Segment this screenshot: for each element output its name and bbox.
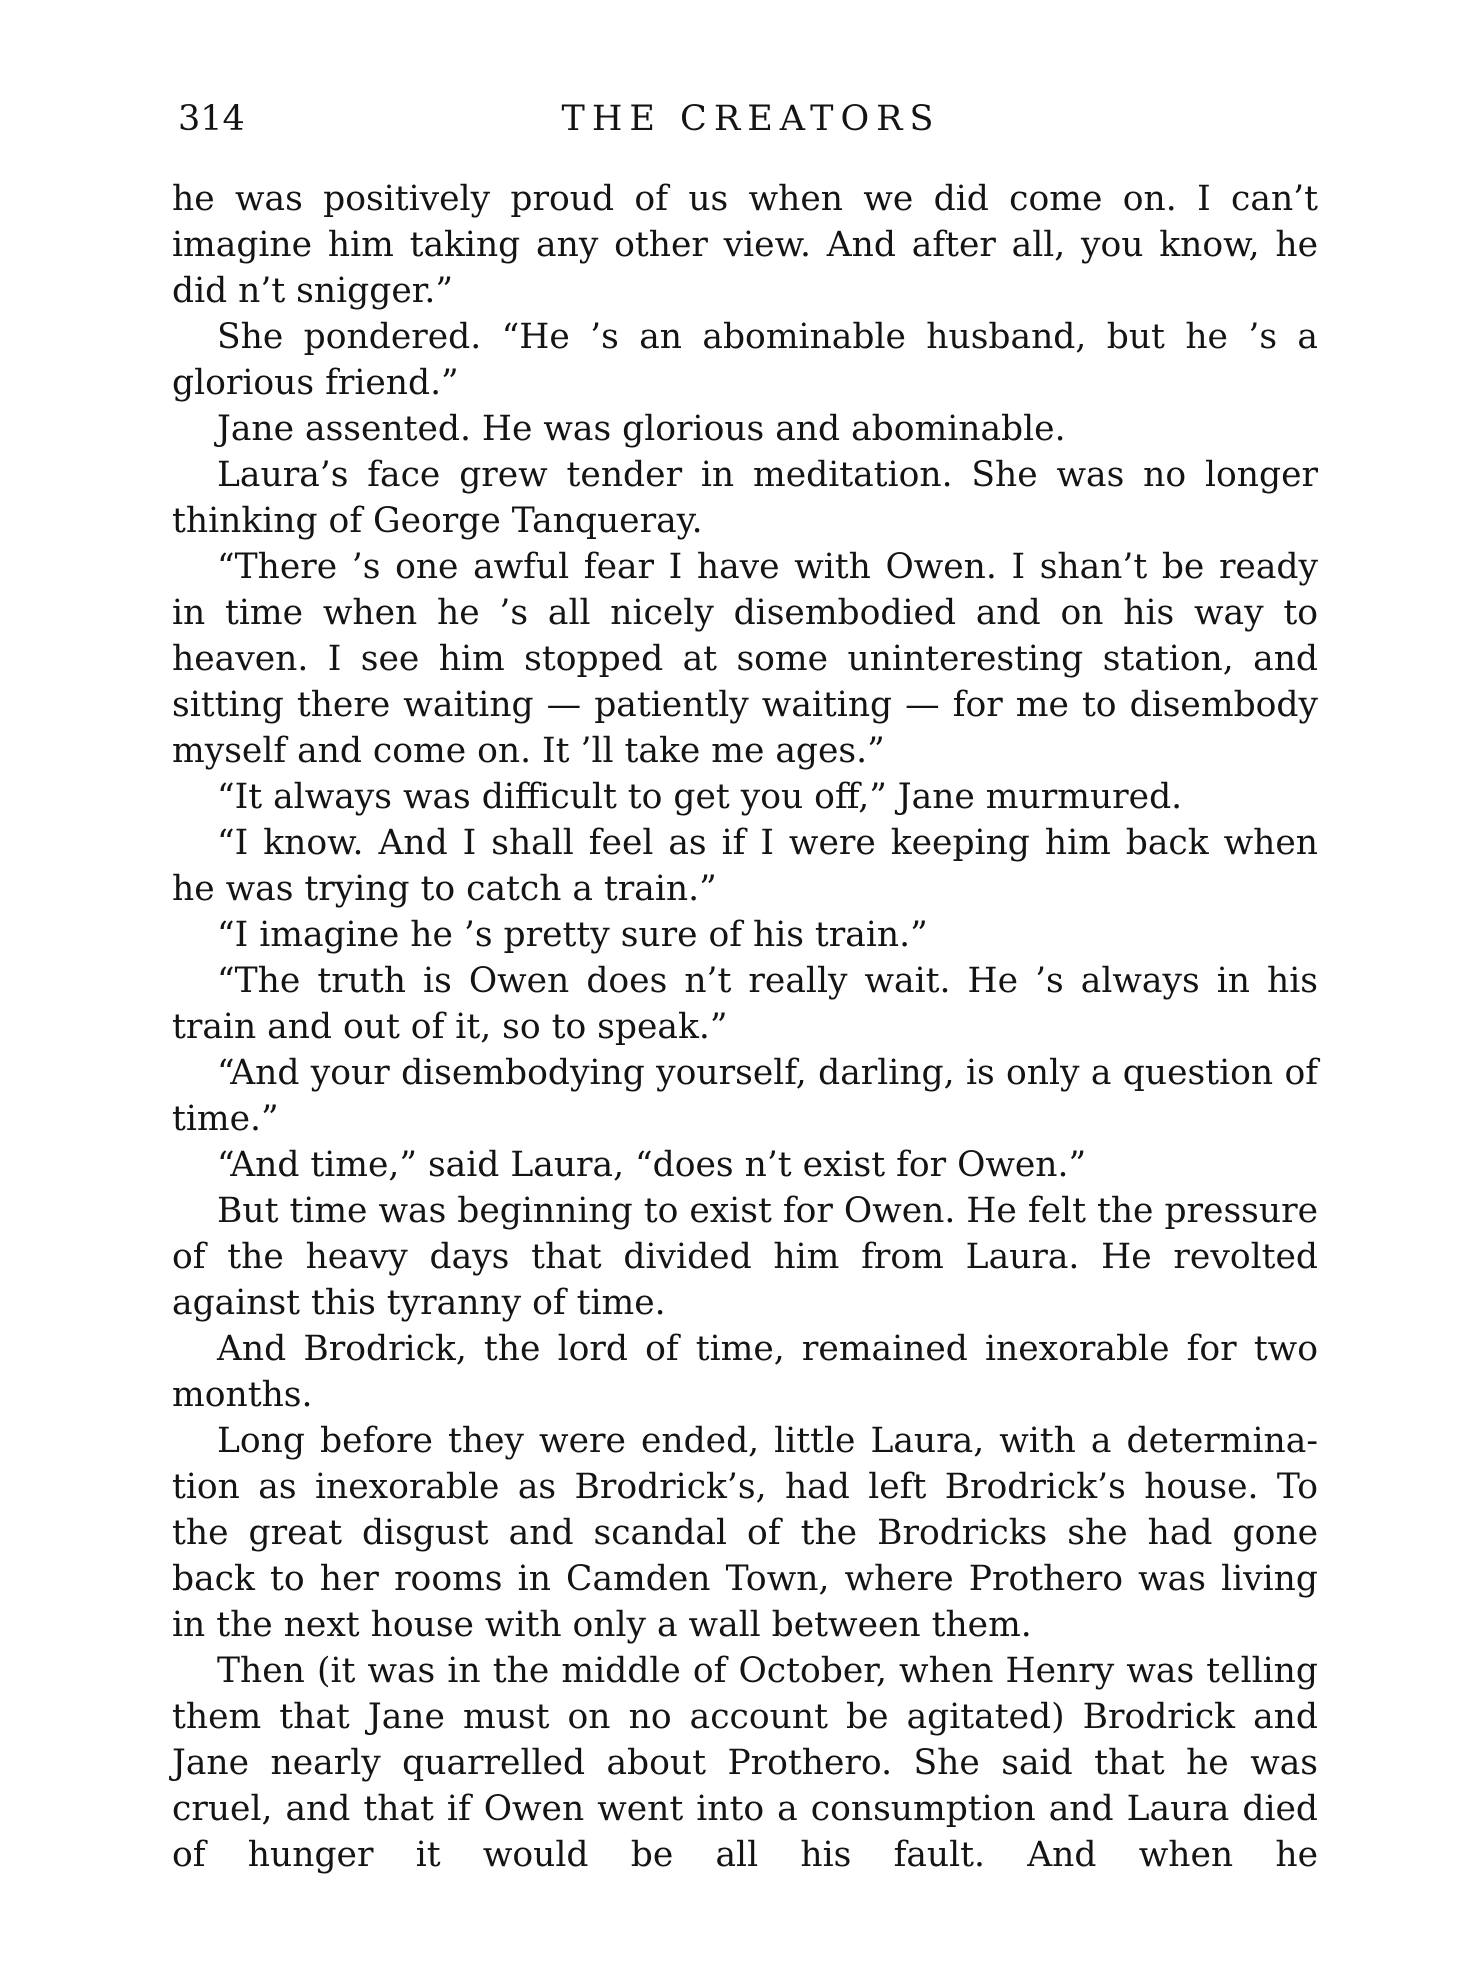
paragraph: Laura’s face grew tender in meditation. She was no longer thinking of George Tanqueray. — [172, 455, 1318, 541]
paragraph: She pondered. “He ’s an abominable husband, but he ’s a glorious friend.” — [172, 317, 1318, 403]
body-text — [172, 176, 1318, 1878]
paragraph: “It always was difficult to get you off,” Jane murmured. — [217, 777, 1183, 817]
running-title: THE CREATORS — [561, 99, 941, 139]
page-number: 314 — [178, 99, 245, 139]
paragraph: “And your disembodying yourself, darling, is only a question of time.” — [172, 1053, 1318, 1139]
paragraph: “There ’s one awful fear I have with Owen. I shan’t be ready in time when he ’s all nicely disembodied and on his way to heaven. I see him stopped at some uninteresting station, and sitting there waiting — patiently waiting — for me to disembody myself and come on. It ’ll take me ages.” — [172, 547, 1318, 771]
paragraph: “I imagine he ’s pretty sure of his train.” — [217, 915, 928, 955]
paragraph: he was positively proud of us when we did come on. I can’t imagine him taking any other view. And after all, you know, he did n’t snigger.” — [172, 179, 1318, 311]
paragraph: “The truth is Owen does n’t really wait. He ’s always in his train and out of it, so to speak.” — [172, 961, 1318, 1047]
paragraph: Then (it was in the middle of October, when Henry was telling them that Jane must on no account be agitated) Brodrick and Jane nearly quarrelled about Prothero. She said that he was cruel, and that if Owen went into a consumption and Laura died of hunger it would be all his fault. And when he — [172, 1651, 1318, 1875]
paragraph: “And time,” said Laura, “does n’t exist for Owen.” — [217, 1145, 1087, 1185]
paragraph: Jane assented. He was glorious and abominable. — [217, 409, 1066, 449]
paragraph: And Brodrick, the lord of time, remained inexorable for two months. — [172, 1329, 1318, 1415]
page-header — [178, 96, 1324, 142]
paragraph: Long before they were ended, little Laura, with a determination as inexorable as Brodrick’s, had left Brodrick’s house. To the great disgust and scandal of the Brodricks she had gone back to her rooms in Camden Town, where Prothero was living in the next house with only a wall between them. — [172, 1421, 1318, 1645]
paragraph: But time was beginning to exist for Owen. He felt the pressure of the heavy days that divided him from Laura. He revolted against this tyranny of time. — [172, 1191, 1318, 1323]
paragraph: “I know. And I shall feel as if I were keeping him back when he was trying to catch a train.” — [172, 823, 1318, 909]
